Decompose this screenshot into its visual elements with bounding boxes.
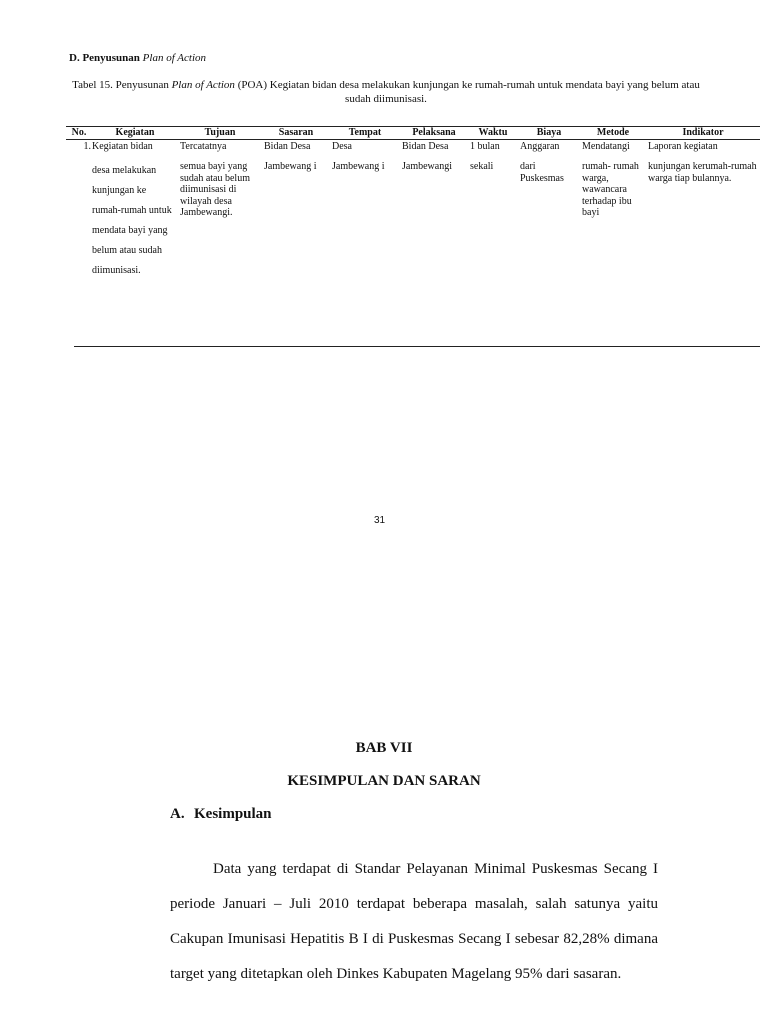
cell-sasaran-first: Bidan Desa <box>264 141 311 152</box>
poa-table <box>66 126 760 281</box>
cell-no: 1. <box>83 141 91 152</box>
cell-metode-first: Mendatangi <box>582 141 630 152</box>
section-d-heading <box>69 52 206 64</box>
subsection-number: A. <box>170 806 185 822</box>
chapter-number: BAB VII <box>355 740 413 756</box>
table-bottom-rule <box>74 346 760 347</box>
cell-pelaksana-first: Bidan Desa <box>402 141 449 152</box>
cell-metode <box>580 140 646 282</box>
cell-tempat-first: Desa <box>332 141 352 152</box>
body-paragraph: Data yang terdapat di Standar Pelayanan Minimal Puskesmas Secang I periode Januari – Juli 2010 terdapat beberapa masalah, salah satunya yaitu Cakupan Imunisasi Hepatitis B I di Puskesmas Secang I sebesar 82,28% dimana target yang ditetapkan oleh Dinkes Kabupaten Magelang 95% dari sasaran. <box>170 861 658 982</box>
cell-metode-rest: rumah- rumah warga, wawancara terhadap ibu bayi <box>582 161 639 218</box>
cell-tujuan-rest: semua bayi yang sudah atau belum diimunisasi di wilayah desa Jambewangi. <box>180 161 250 218</box>
header-sasaran: Sasaran <box>262 127 330 140</box>
cell-kegiatan-first: Kegiatan bidan <box>92 141 153 152</box>
header-waktu: Waktu <box>468 127 518 140</box>
subsection-heading <box>170 806 272 823</box>
caption-prefix: Tabel 15. Penyusunan <box>72 79 172 91</box>
section-d-label: D. Penyusunan <box>69 52 140 64</box>
table-row <box>66 140 760 282</box>
cell-waktu-first: 1 bulan <box>470 141 500 152</box>
page-number: 31 <box>374 515 386 526</box>
cell-waktu <box>468 140 518 282</box>
header-no: No. <box>66 127 92 140</box>
header-biaya: Biaya <box>518 127 580 140</box>
table-caption <box>70 78 702 106</box>
header-tempat: Tempat <box>330 127 400 140</box>
cell-tempat-rest: Jambewang i <box>332 161 385 172</box>
table-header-row <box>66 127 760 140</box>
poa-table-grid <box>66 126 760 281</box>
cell-kegiatan-rest: desa melakukan kunjungan ke rumah-rumah untuk mendata bayi yang belum atau sudah diimunisasi. <box>92 165 172 276</box>
caption-italic: Plan of Action <box>171 79 235 91</box>
cell-indikator-first: Laporan kegiatan <box>648 141 718 152</box>
cell-indikator <box>646 140 760 282</box>
cell-biaya-rest: dari Puskesmas <box>520 161 564 184</box>
subsection-title: Kesimpulan <box>194 806 272 822</box>
header-tujuan: Tujuan <box>178 127 262 140</box>
cell-indikator-rest: kunjungan kerumah-rumah warga tiap bulannya. <box>648 161 757 184</box>
cell-tempat <box>330 140 400 282</box>
chapter-title: KESIMPULAN DAN SARAN <box>287 773 481 789</box>
cell-sasaran-rest: Jambewang i <box>264 161 317 172</box>
cell-sasaran <box>262 140 330 282</box>
cell-waktu-rest: sekali <box>470 161 494 172</box>
cell-biaya <box>518 140 580 282</box>
cell-biaya-first: Anggaran <box>520 141 560 152</box>
header-pelaksana: Pelaksana <box>400 127 468 140</box>
header-indikator: Indikator <box>646 127 760 140</box>
cell-pelaksana <box>400 140 468 282</box>
section-d-italic-title: Plan of Action <box>142 52 207 64</box>
cell-kegiatan <box>92 140 178 282</box>
caption-suffix: (POA) Kegiatan bidan desa melakukan kunjungan ke rumah-rumah untuk mendata bayi yang belum atau sudah diimunisasi. <box>234 79 700 105</box>
cell-tujuan-first: Tercatatnya <box>180 141 227 152</box>
cell-tujuan <box>178 140 262 282</box>
cell-pelaksana-rest: Jambewangi <box>402 161 452 172</box>
header-kegiatan: Kegiatan <box>92 127 178 140</box>
header-metode: Metode <box>580 127 646 140</box>
